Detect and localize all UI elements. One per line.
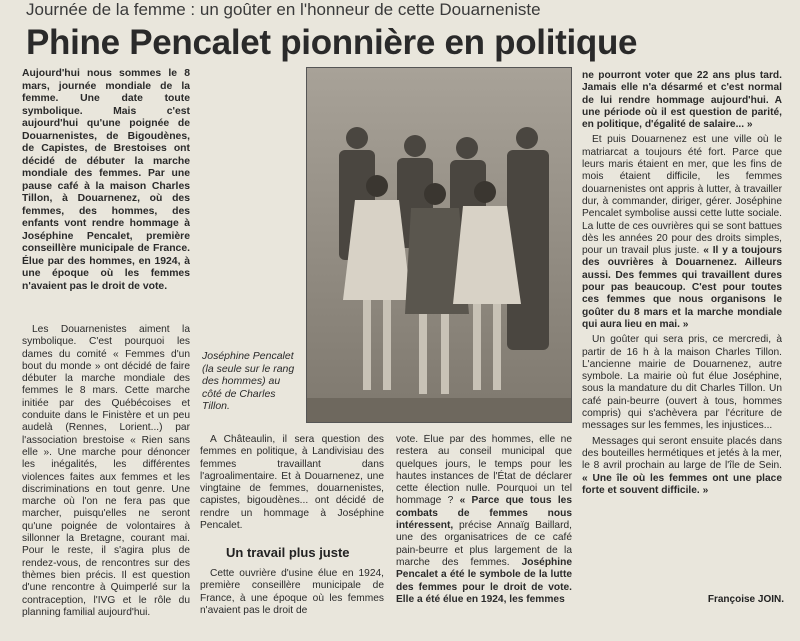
column-3-text-2: précise Annaïg Baillard, une des organisatrices de ce café pain-beurre et plus largement de la marche des femmes. <box>396 520 572 568</box>
column-4-quote: « Il y a toujours des ouvrières à Douarnenez. Ailleurs aussi. Des femmes qui travaillent dures pour pas beaucoup. C'est pour toutes ces femmes que nous organisons le goûter du 8 mars et la marche mondiale qui aura lieu en mai. » <box>582 245 782 330</box>
article-column-2 <box>200 434 384 542</box>
column-4-paragraph-3: Un goûter qui sera pris, ce mercredi, à partir de 16 h à la maison Charles Tillon. L'ancienne mairie de Douarnenez, autre symbole. La mairie où fut élue Joséphine, sous la mandature du dit Charles Tillon. Un café pain-beurre (ouvert à tous, hommes compris) qui s'achèvera par l'écriture de messages sur les femmes, les injustices... <box>582 334 782 432</box>
column-4-paragraph-4 <box>582 436 782 497</box>
column-4-text-2: Et puis Douarnenez est une ville où le matriarcat a toujours été fort. Parce que leurs maris étaient en mer, que les fins de mois étaient difficile, les femmes douarnenistes ont appris à lutter, à travailler dur, à commander, diriger, gérer. Joséphine Pencalet symbolise aussi cette lutte sociale. La lutte de ces ouvrières qui se sont battues dès les années 20 pour des droits simples, pour un travail plus juste. <box>582 134 782 257</box>
article-subheading: Un travail plus juste <box>226 545 350 560</box>
article-column-1 <box>22 324 190 638</box>
author-signature: Françoise JOIN. <box>707 594 784 605</box>
article-kicker: Journée de la femme : un goûter en l'honneur de cette Douarneniste <box>26 0 541 19</box>
column-4-quote-2: « Une île où les femmes ont une place forte et souvent difficile. » <box>582 472 782 496</box>
article-column-4 <box>582 70 782 590</box>
article-headline: Phine Pencalet pionnière en politique <box>26 23 638 62</box>
column-3-quote-2: Joséphine Pencalet a été le symbole de la lutte des femmes pour le droit de vote. Elle a été élue en 1924, les femmes <box>396 556 572 605</box>
article-column-2b <box>200 568 384 638</box>
column-2b-paragraph: Cette ouvrière d'usine élue en 1924, première conseillère municipale de France, à une époque où les femmes n'avaient pas le droit de <box>200 568 384 616</box>
column-4-paragraph: ne pourront voter que 22 ans plus tard. Jamais elle n'a désarmé et c'est normal de lui rendre hommage aujourd'hui. A une période où il est question de parité, en politique, d'égalité de salaire... » <box>582 70 782 131</box>
article-column-3 <box>396 434 572 638</box>
photo-caption: Joséphine Pencalet (la seule sur le rang des hommes) au côté de Charles Tillon. <box>202 350 295 412</box>
column-4-text-4: Messages qui seront ensuite placés dans des bouteilles hermétiques et jetés à la mer, le 8 avril prochain au large de l'île de Sein. <box>582 435 782 472</box>
article-lede <box>22 68 190 320</box>
column-1-paragraph: Les Douarnenistes aiment la symbolique. C'est pourquoi les dames du comité « Femmes d'un bout du monde » ont décidé de faire débuter la marche mondiale des femmes le 8 mars. Cette marche initiée par des Québécoises et conduite dans le Finistère et un peu audelà (Rennes, Lorient...) par l'association brestoise « Rien sans elle ». Une marche pour dénoncer les inégalités, les différentes violences faites aux femmes et les discriminations en tout genre. Une marche où l'on ne fera pas que marcher, puisqu'elles ne seront qu'une poignée de volontaires à sillonner la Bretagne, courant mai. Pour le reste, il s'agira plus de rendez-vous, de rencontres sur des thèmes bien précis. Il est question d'une rencontre à Quimperlé sur la contraception, l'IVG et le rôle du planning familial aujourd'hui. <box>22 324 190 618</box>
column-3-paragraph <box>396 434 572 606</box>
photo-illustration <box>307 68 571 422</box>
column-3-quote: « Parce que tous les combats de femmes nous intéressent, <box>396 495 572 532</box>
column-4-paragraph-2 <box>582 134 782 331</box>
column-2-paragraph: A Châteaulin, il sera question des femmes en politique, à Landivisiau des femmes travaillant dans l'agroalimentaire. Et à Douarnenez, une vingtaine de femmes, douarnenistes, capistes, bigoudènes... ont décidé de rendre un hommage à Joséphine Pencalet. <box>200 434 384 532</box>
historical-group-photo <box>306 67 572 423</box>
lede-paragraph: Aujourd'hui nous sommes le 8 mars, journée mondiale de la femme. Une date toute symbolique. Mais c'est aujourd'hui qu'une poignée de Douarnenistes, de Bigoudènes, de Capistes, de Brestoises ont décidé de débuter la marche mondiale des femmes. Par une pause café à la maison Charles Tillon, à Douarnenez, où des femmes, des hommes, des enfants vont rendre hommage à Joséphine Pencalet, première conseillère municipale de France. Élue par des hommes, en 1924, à une époque où les femmes n'avaient pas le droit de vote. <box>22 68 190 292</box>
column-3-text: vote. Élue par des hommes, elle ne restera au conseil municipal que quelques jours, le temps pour les hautes instances de l'État de déclarer cette élection nulle. Pourquoi un tel hommage ? <box>396 434 572 507</box>
